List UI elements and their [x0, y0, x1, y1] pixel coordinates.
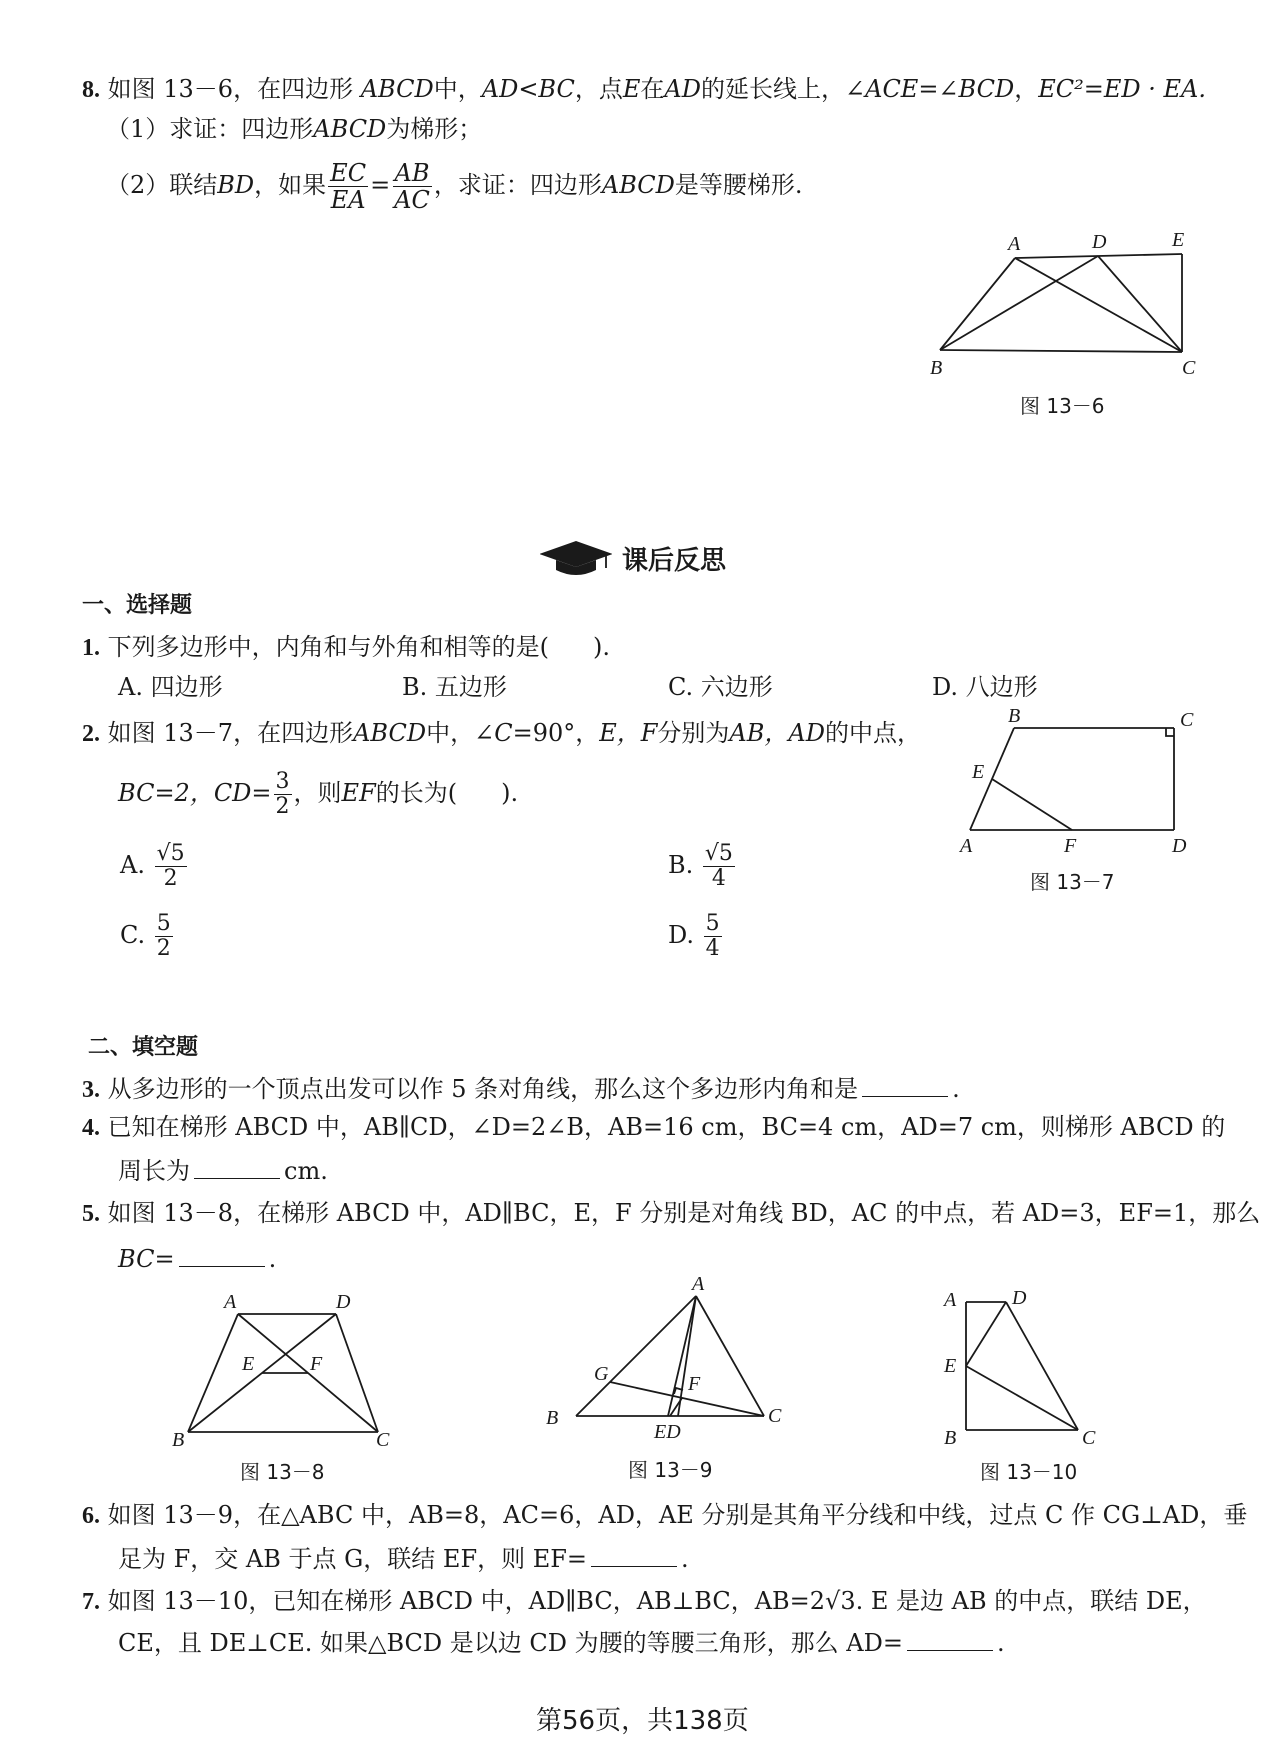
q2-option-a: [120, 842, 189, 891]
q2-c: C: [494, 719, 513, 747]
page-footer: 第56页，共138页: [536, 1706, 749, 1736]
fig7-label-a: A: [960, 835, 973, 857]
fig6-label-b: B: [930, 357, 943, 379]
q2-option-c-num: 5: [156, 911, 171, 936]
q2-stem-line1: [82, 718, 921, 749]
fig7-label-e: E: [972, 761, 985, 783]
q2-option-b: [668, 842, 737, 891]
q6-end: .: [681, 1545, 689, 1573]
q2-option-c-den: 2: [156, 936, 171, 961]
q1-stem: [82, 632, 610, 663]
fig9-label-a: A: [692, 1276, 705, 1295]
q2-option-b-den: 4: [711, 866, 726, 891]
q2-option-d-num: 5: [705, 911, 720, 936]
q7-text-b: CE，且 DE⊥CE. 如果△BCD 是以边 CD 为腰的等腰三角形，那么 AD=: [118, 1629, 903, 1657]
fig7-label-b: B: [1008, 708, 1021, 727]
q8-part1-abcd: ABCD: [313, 115, 387, 143]
fig8-line-ab: [188, 1314, 238, 1432]
q8-fraction-ec-ea: [328, 160, 368, 213]
figure-13-10: [930, 1280, 1130, 1450]
q8-number: 8.: [82, 77, 100, 103]
q2-text-l2b: ，则: [293, 779, 342, 807]
q3-number: 3.: [82, 1077, 100, 1103]
fig8-label-f: F: [310, 1353, 323, 1375]
q6-line1: [82, 1500, 1247, 1531]
q7-number: 7.: [82, 1589, 100, 1615]
q8-stem-text-e: 的延长线上，: [701, 75, 845, 103]
q5-end: .: [268, 1245, 277, 1273]
q4-text: 已知在梯形 ABCD 中，AB∥CD，∠D=2∠B，AB=16 cm，BC=4 cm，AD=7 cm，则梯形 ABCD 的: [107, 1113, 1226, 1141]
fig6-line-bc: [940, 350, 1182, 352]
fig7-line-ef: [992, 779, 1072, 830]
q7-line2: [118, 1628, 1005, 1658]
q8-part2-abcd: ABCD: [601, 171, 675, 199]
q3-text: 从多边形的一个顶点出发可以作 5 条对角线，那么这个多边形内角和是: [107, 1075, 859, 1103]
fig7-caption: 图 13－7: [1030, 870, 1115, 894]
q1-option-d: D. 八边形: [932, 673, 1038, 701]
fig10-label-d: D: [1012, 1287, 1027, 1309]
fig9-label-b: B: [546, 1407, 559, 1429]
q8-ad: AD: [664, 75, 701, 103]
fig8-label-b: B: [172, 1429, 185, 1450]
q2-text-c: =90°，: [512, 719, 600, 747]
q2-text-e: 的中点，: [824, 719, 921, 747]
q2-ef-target: EF: [341, 779, 376, 807]
figure-13-6: [920, 230, 1200, 380]
q2-abcd: ABCD: [353, 719, 427, 747]
fig7-label-f: F: [1064, 835, 1077, 857]
q2-text-b: 中，∠: [426, 719, 495, 747]
q4-line1: [82, 1112, 1225, 1143]
q1-option-b: B. 五边形: [402, 673, 507, 701]
fig8-label-c: C: [376, 1429, 390, 1450]
fig7-label-d: D: [1172, 835, 1187, 857]
fig8-label-a: A: [224, 1291, 237, 1313]
q2-option-b-num: √5: [704, 841, 733, 866]
fig10-line-ec: [966, 1366, 1078, 1430]
q8-fraction-ab-ac: [392, 160, 432, 213]
q2-frac-den: 2: [275, 794, 290, 819]
q2-ef: E，F: [599, 719, 658, 747]
graduation-cap-icon: [540, 538, 612, 578]
q2-option-a-frac: [155, 842, 187, 891]
q2-option-d-den: 4: [705, 936, 720, 961]
q8-stem: [82, 74, 1206, 105]
q8-stem-text: 如图 13－6，在四边形: [107, 75, 354, 103]
q8-angles: ∠ACE=∠BCD: [845, 75, 1015, 103]
fig8-caption: 图 13－8: [240, 1460, 325, 1484]
q2-text-bc-cd: BC=2，CD=: [118, 779, 272, 807]
fig6-line-ab: [940, 258, 1015, 350]
q4-line2: [118, 1156, 328, 1186]
fig9-label-f: F: [688, 1373, 701, 1395]
q8-comma: ，: [1014, 75, 1039, 103]
q5-line1: [82, 1198, 1260, 1229]
fig6-line-ac: [1015, 258, 1182, 352]
fig9-line-ac: [696, 1296, 764, 1416]
q8-abcd: ABCD: [360, 75, 434, 103]
q4-text-b: 周长为: [118, 1157, 190, 1185]
q8-part1-end: 为梯形；: [386, 115, 483, 143]
q2-text-a: 如图 13－7，在四边形: [107, 719, 354, 747]
fig6-label-c: C: [1182, 357, 1196, 379]
q2-option-a-label: A.: [120, 851, 145, 879]
fig10-line-dc: [1006, 1302, 1078, 1430]
q2-number: 2.: [82, 721, 100, 747]
q2-ab-ad: AB，AD: [729, 719, 825, 747]
q1-stem-text: 下列多边形中，内角和与外角和相等的是(: [107, 633, 550, 661]
fig7-label-c: C: [1180, 709, 1194, 731]
q5-answer-blank[interactable]: [179, 1244, 265, 1267]
fig6-line-dc: [1098, 256, 1182, 352]
q2-option-a-num: √5: [156, 841, 185, 866]
q2-option-b-label: B.: [668, 851, 694, 879]
q8-part2-text-b: ，如果: [254, 171, 327, 199]
figure-13-9: [546, 1276, 796, 1446]
q7-answer-blank[interactable]: [907, 1628, 993, 1651]
section-fill-title: 二、填空题: [88, 1035, 199, 1060]
q8-stem-text-c: ，点: [574, 75, 623, 103]
fig6-line-bd: [940, 256, 1098, 350]
fig9-line-ab: [576, 1296, 696, 1416]
q2-option-d-frac: [704, 912, 722, 961]
q5-number: 5.: [82, 1201, 100, 1227]
q5-text: 如图 13－8，在梯形 ABCD 中，AD∥BC，E，F 分别是对角线 BD，AC 的中点，若 AD=3，EF=1，那么: [107, 1199, 1261, 1227]
q8-part1-text: （1）求证：四边形: [106, 115, 314, 143]
fig6-label-d: D: [1092, 231, 1107, 253]
q4-answer-blank[interactable]: [194, 1156, 280, 1179]
q1-option-a: A. 四边形: [118, 673, 223, 701]
q6-answer-blank[interactable]: [591, 1544, 677, 1567]
q7-end: .: [996, 1629, 1005, 1657]
q8-part1: [106, 114, 482, 144]
fig9-caption: 图 13－9: [628, 1458, 713, 1482]
fig8-label-d: D: [336, 1291, 351, 1313]
q2-text-l2c: 的长为(: [375, 779, 458, 807]
q6-text: 如图 13－9，在△ABC 中，AB=8，AC=6，AD，AE 分别是其角平分线和中线，过点 C 作 CG⊥AD，垂: [107, 1501, 1248, 1529]
q2-option-d-label: D.: [668, 921, 695, 949]
q2-text-d: 分别为: [657, 719, 730, 747]
q8-part2-bd: BD: [217, 171, 255, 199]
q1-option-c: C. 六边形: [668, 673, 773, 701]
q2-text-end: ).: [501, 779, 519, 807]
figure-13-7: [950, 708, 1200, 858]
figure-13-8: [168, 1290, 408, 1450]
q8-stem-text-d: 在: [640, 75, 665, 103]
q8-part2: [106, 160, 803, 213]
fig9-line-cg: [610, 1382, 764, 1416]
section-choice-title: 一、选择题: [82, 593, 193, 618]
fig7-right-angle: [1166, 728, 1174, 736]
q8-equals: =: [370, 171, 391, 199]
q7-line1: [82, 1586, 1207, 1617]
q8-point-e: E: [622, 75, 641, 103]
fig10-label-e: E: [944, 1355, 957, 1377]
fig6-label-a: A: [1008, 233, 1021, 255]
q8-part2-end: 是等腰梯形.: [674, 171, 803, 199]
q5-line2: [118, 1244, 276, 1274]
q2-stem-line2: [118, 770, 518, 819]
q3: [82, 1074, 960, 1105]
q2-fraction-3-2: [274, 770, 292, 819]
q8-stem-text-b: 中，: [433, 75, 482, 103]
fig10-line-ed: [966, 1302, 1006, 1366]
fig9-label-ed: ED: [654, 1421, 681, 1443]
q8-frac1-den: EA: [330, 186, 366, 214]
q8-part2-text: （2）联结: [106, 171, 218, 199]
q4-unit: cm.: [284, 1157, 328, 1185]
q2-frac-num: 3: [275, 769, 290, 794]
q3-end: .: [952, 1075, 960, 1103]
fig6-caption: 图 13－6: [1020, 394, 1105, 418]
q1-number: 1.: [82, 635, 100, 661]
q1-stem-end: ).: [593, 633, 611, 661]
q7-text: 如图 13－10，已知在梯形 ABCD 中，AD∥BC，AB⊥BC，AB=2√3. E 是边 AB 的中点，联结 DE，: [107, 1587, 1207, 1615]
q4-number: 4.: [82, 1115, 100, 1141]
fig8-label-e: E: [242, 1353, 255, 1375]
fig10-label-b: B: [944, 1427, 957, 1449]
heading-title: 课后反思: [622, 545, 727, 576]
section-heading: [540, 538, 726, 578]
q6-number: 6.: [82, 1503, 100, 1529]
q2-option-c-frac: [155, 912, 173, 961]
q2-option-c-label: C.: [120, 921, 146, 949]
q6-text-b: 足为 F，交 AB 于点 G，联结 EF，则 EF=: [118, 1545, 588, 1573]
q2-option-d: [668, 912, 724, 961]
q8-part2-text-c: ，求证：四边形: [433, 171, 602, 199]
q2-option-b-frac: [703, 842, 735, 891]
q5-text-b: BC=: [118, 1245, 175, 1273]
q8-frac2-num: AB: [394, 159, 430, 187]
q2-option-c: [120, 912, 175, 961]
q8-frac2-den: AC: [394, 186, 430, 214]
fig10-label-c: C: [1082, 1427, 1096, 1449]
fig6-label-e: E: [1172, 230, 1185, 251]
q8-ec-squared: EC²=ED · EA.: [1038, 75, 1206, 103]
fig9-label-g: G: [594, 1363, 609, 1385]
fig9-label-c: C: [768, 1405, 782, 1427]
q8-frac1-num: EC: [330, 159, 367, 187]
q2-option-a-den: 2: [163, 866, 178, 891]
q3-answer-blank[interactable]: [862, 1074, 948, 1097]
q6-line2: [118, 1544, 689, 1574]
fig10-caption: 图 13－10: [980, 1460, 1078, 1484]
q8-condition: AD<BC: [481, 75, 575, 103]
fig10-label-a: A: [944, 1289, 957, 1311]
